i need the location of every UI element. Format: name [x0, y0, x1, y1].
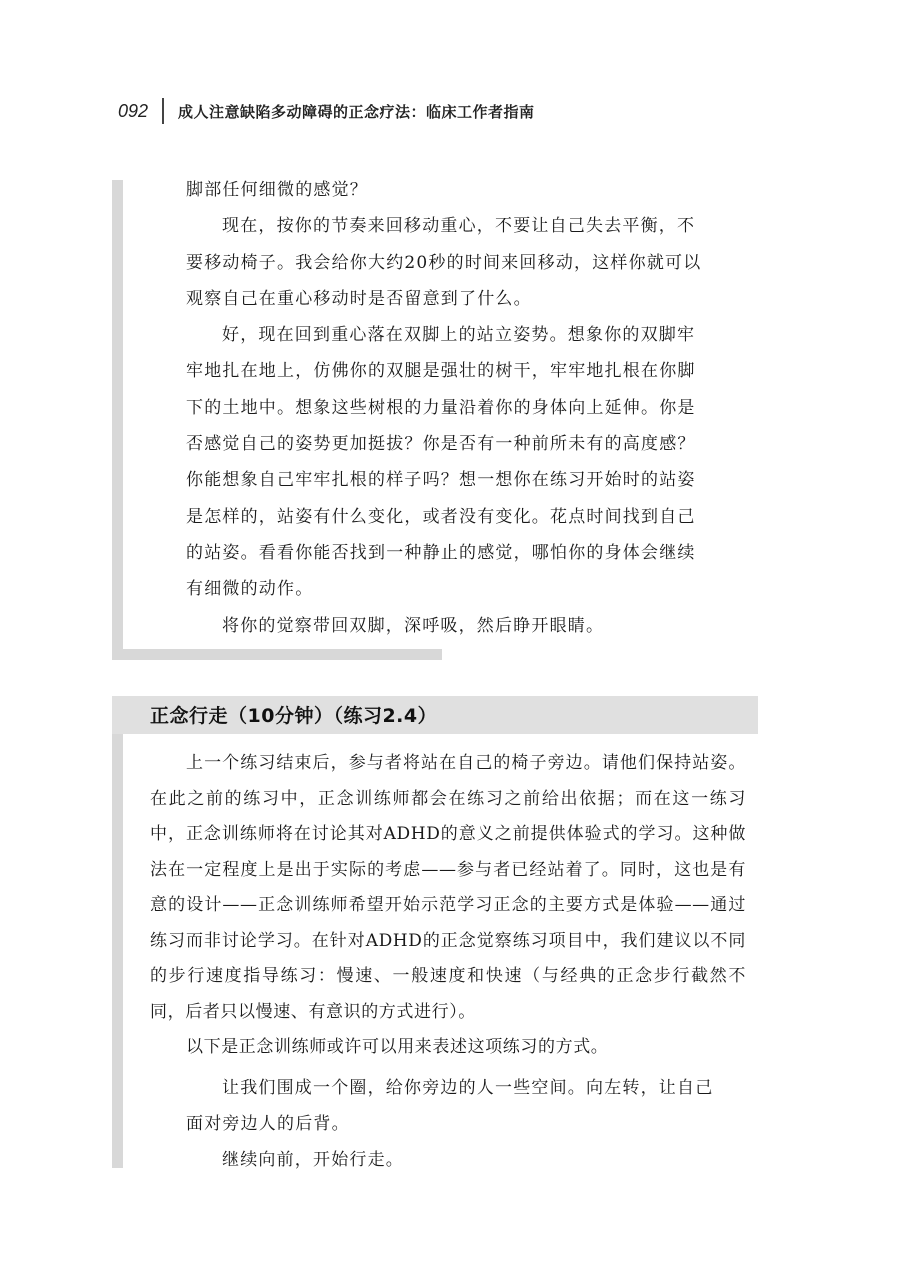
script-paragraph: 好，现在回到重心落在双脚上的站立姿势。想象你的双脚牢牢地扎在地上，仿佛你的双腿是强壮的树干，牢牢地扎根在你脚下的土地中。想象这些树根的力量沿着你的身体向上延伸。你是否感觉自己的姿势更加挺拔？你是否有一种前所未有的高度感？你能想象自己牢牢扎根的样子吗？想一想你在练习开始时的站姿是怎样的，站姿有什么变化，或者没有变化。花点时间找到自己的站姿。看看你能否找到一种静止的感觉，哪怕你的身体会继续有细微的动作。	[186, 325, 696, 600]
book-title: 成人注意缺陷多动障碍的正念疗法：临床工作者指南	[178, 102, 535, 121]
body-paragraph: 上一个练习结束后，参与者将站在自己的椅子旁边。请他们保持站姿。在此之前的练习中，正念训练师都会在练习之前给出依据；而在这一练习中，正念训练师将在讨论其对ADHD的意义之前提供体验式的学习。这种做法在一定程度上是出于实际的考虑——参与者已经站着了。同时，这也是有意的设计——正念训练师希望开始示范学习正念的主要方式是体验——通过练习而非讨论学习。在针对ADHD的正念觉察练习项目中，我们建议以不同的步行速度指导练习：慢速、一般速度和快速（与经典的正念步行截然不同，后者只以慢速、有意识的方式进行）。	[150, 753, 746, 1022]
script-paragraph: 让我们围成一个圈，给你旁边的人一些空间。向左转，让自己面对旁边人的后背。	[186, 1078, 714, 1134]
page-number: 092	[118, 100, 149, 121]
section-body	[150, 746, 746, 1066]
script-paragraph: 继续向前，开始行走。	[222, 1150, 404, 1170]
section-header-band	[112, 696, 758, 734]
script-box-left-bar	[112, 180, 123, 660]
script-paragraph: 将你的觉察带回双脚，深呼吸，然后睁开眼睛。	[222, 615, 605, 636]
running-header	[118, 96, 535, 126]
body-paragraph: 以下是正念训练师或许可以用来表述这项练习的方式。	[186, 1037, 609, 1057]
script-block-2	[186, 1070, 716, 1178]
header-divider	[162, 98, 164, 124]
section-left-bar	[112, 734, 123, 1168]
script-box-bottom-bar	[112, 649, 442, 660]
section-title: 正念行走（10分钟）（练习2.4）	[150, 705, 438, 727]
script-paragraph: 脚部任何细微的感觉？	[186, 180, 368, 200]
script-paragraph: 现在，按你的节奏来回移动重心，不要让自己失去平衡，不要移动椅子。我会给你大约20秒的时间来回移动，这样你就可以观察自己在重心移动时是否留意到了什么。	[186, 216, 702, 309]
script-block-1	[186, 172, 706, 644]
